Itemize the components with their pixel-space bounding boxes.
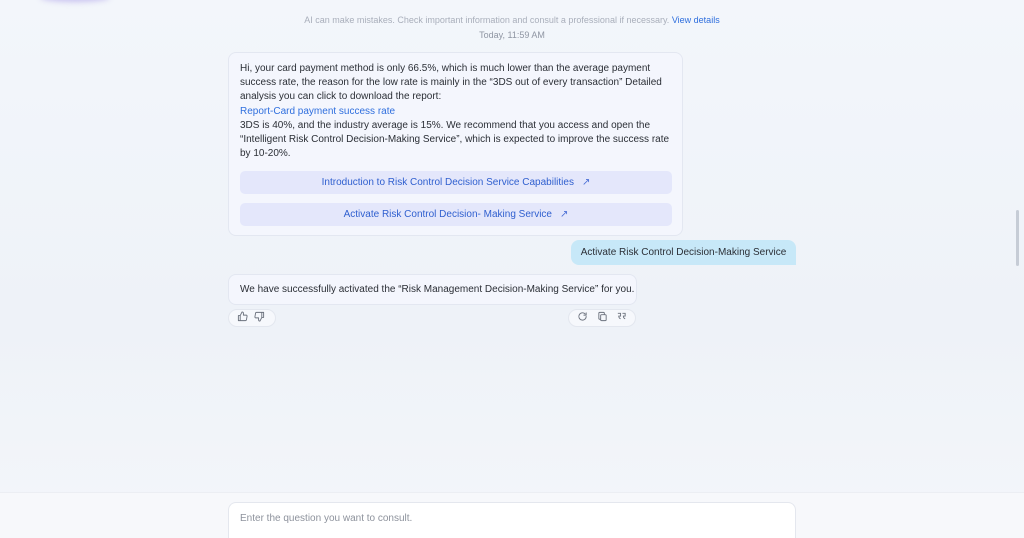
thumbs-down-icon[interactable] [254,311,265,325]
ai-message-text: Hi, your card payment method is only 66.5%, which is much lower than the average payment success rate, the reason for the low rate is mainly in the “3DS out of every transaction” Detailed analysis you can click to download the report: [240,63,662,103]
report-download-link[interactable]: Report-Card payment success rate [240,105,396,117]
user-message-bubble [571,240,796,265]
feedback-actions [228,309,276,327]
arrow-up-right-icon: ↗ [581,176,591,188]
quote-icon[interactable] [616,311,627,325]
ai-message-bubble [228,52,683,236]
copy-icon[interactable] [597,311,608,325]
ai-reply-text: We have successfully activated the “Risk Management Decision-Making Service” for you. [240,284,635,295]
user-message-text: Activate Risk Control Decision-Making Service [580,247,787,258]
thumbs-up-icon[interactable] [237,311,248,325]
ai-reply-bubble [228,274,637,305]
ai-message-text-2: 3DS is 40%, and the industry average is 15%. We recommend that you access and open the “Intelligent Risk Control Decision-Making Service”, which is expected to improve the success rate by 10-20%. [240,119,670,160]
arrow-up-right-icon: ↗ [560,208,569,220]
button-label: Activate Risk Control Decision- Making Service [343,208,552,220]
regenerate-icon[interactable] [577,311,588,325]
scrollbar-thumb[interactable] [1016,210,1019,266]
activate-risk-control-button[interactable] [240,203,672,226]
message-tools [568,309,636,327]
disclaimer-text: AI can make mistakes. Check important information and consult a professional if necessary. [304,15,670,25]
question-input[interactable] [229,503,795,534]
message-timestamp: Today, 11:59 AM [479,30,545,40]
intro-risk-control-button[interactable] [240,171,672,194]
button-label: Introduction to Risk Control Decision Service Capabilities [321,176,574,188]
ai-disclaimer [0,15,1024,25]
composer-box [228,502,796,538]
view-details-link[interactable]: View details [671,15,720,25]
top-decoration [40,0,110,2]
